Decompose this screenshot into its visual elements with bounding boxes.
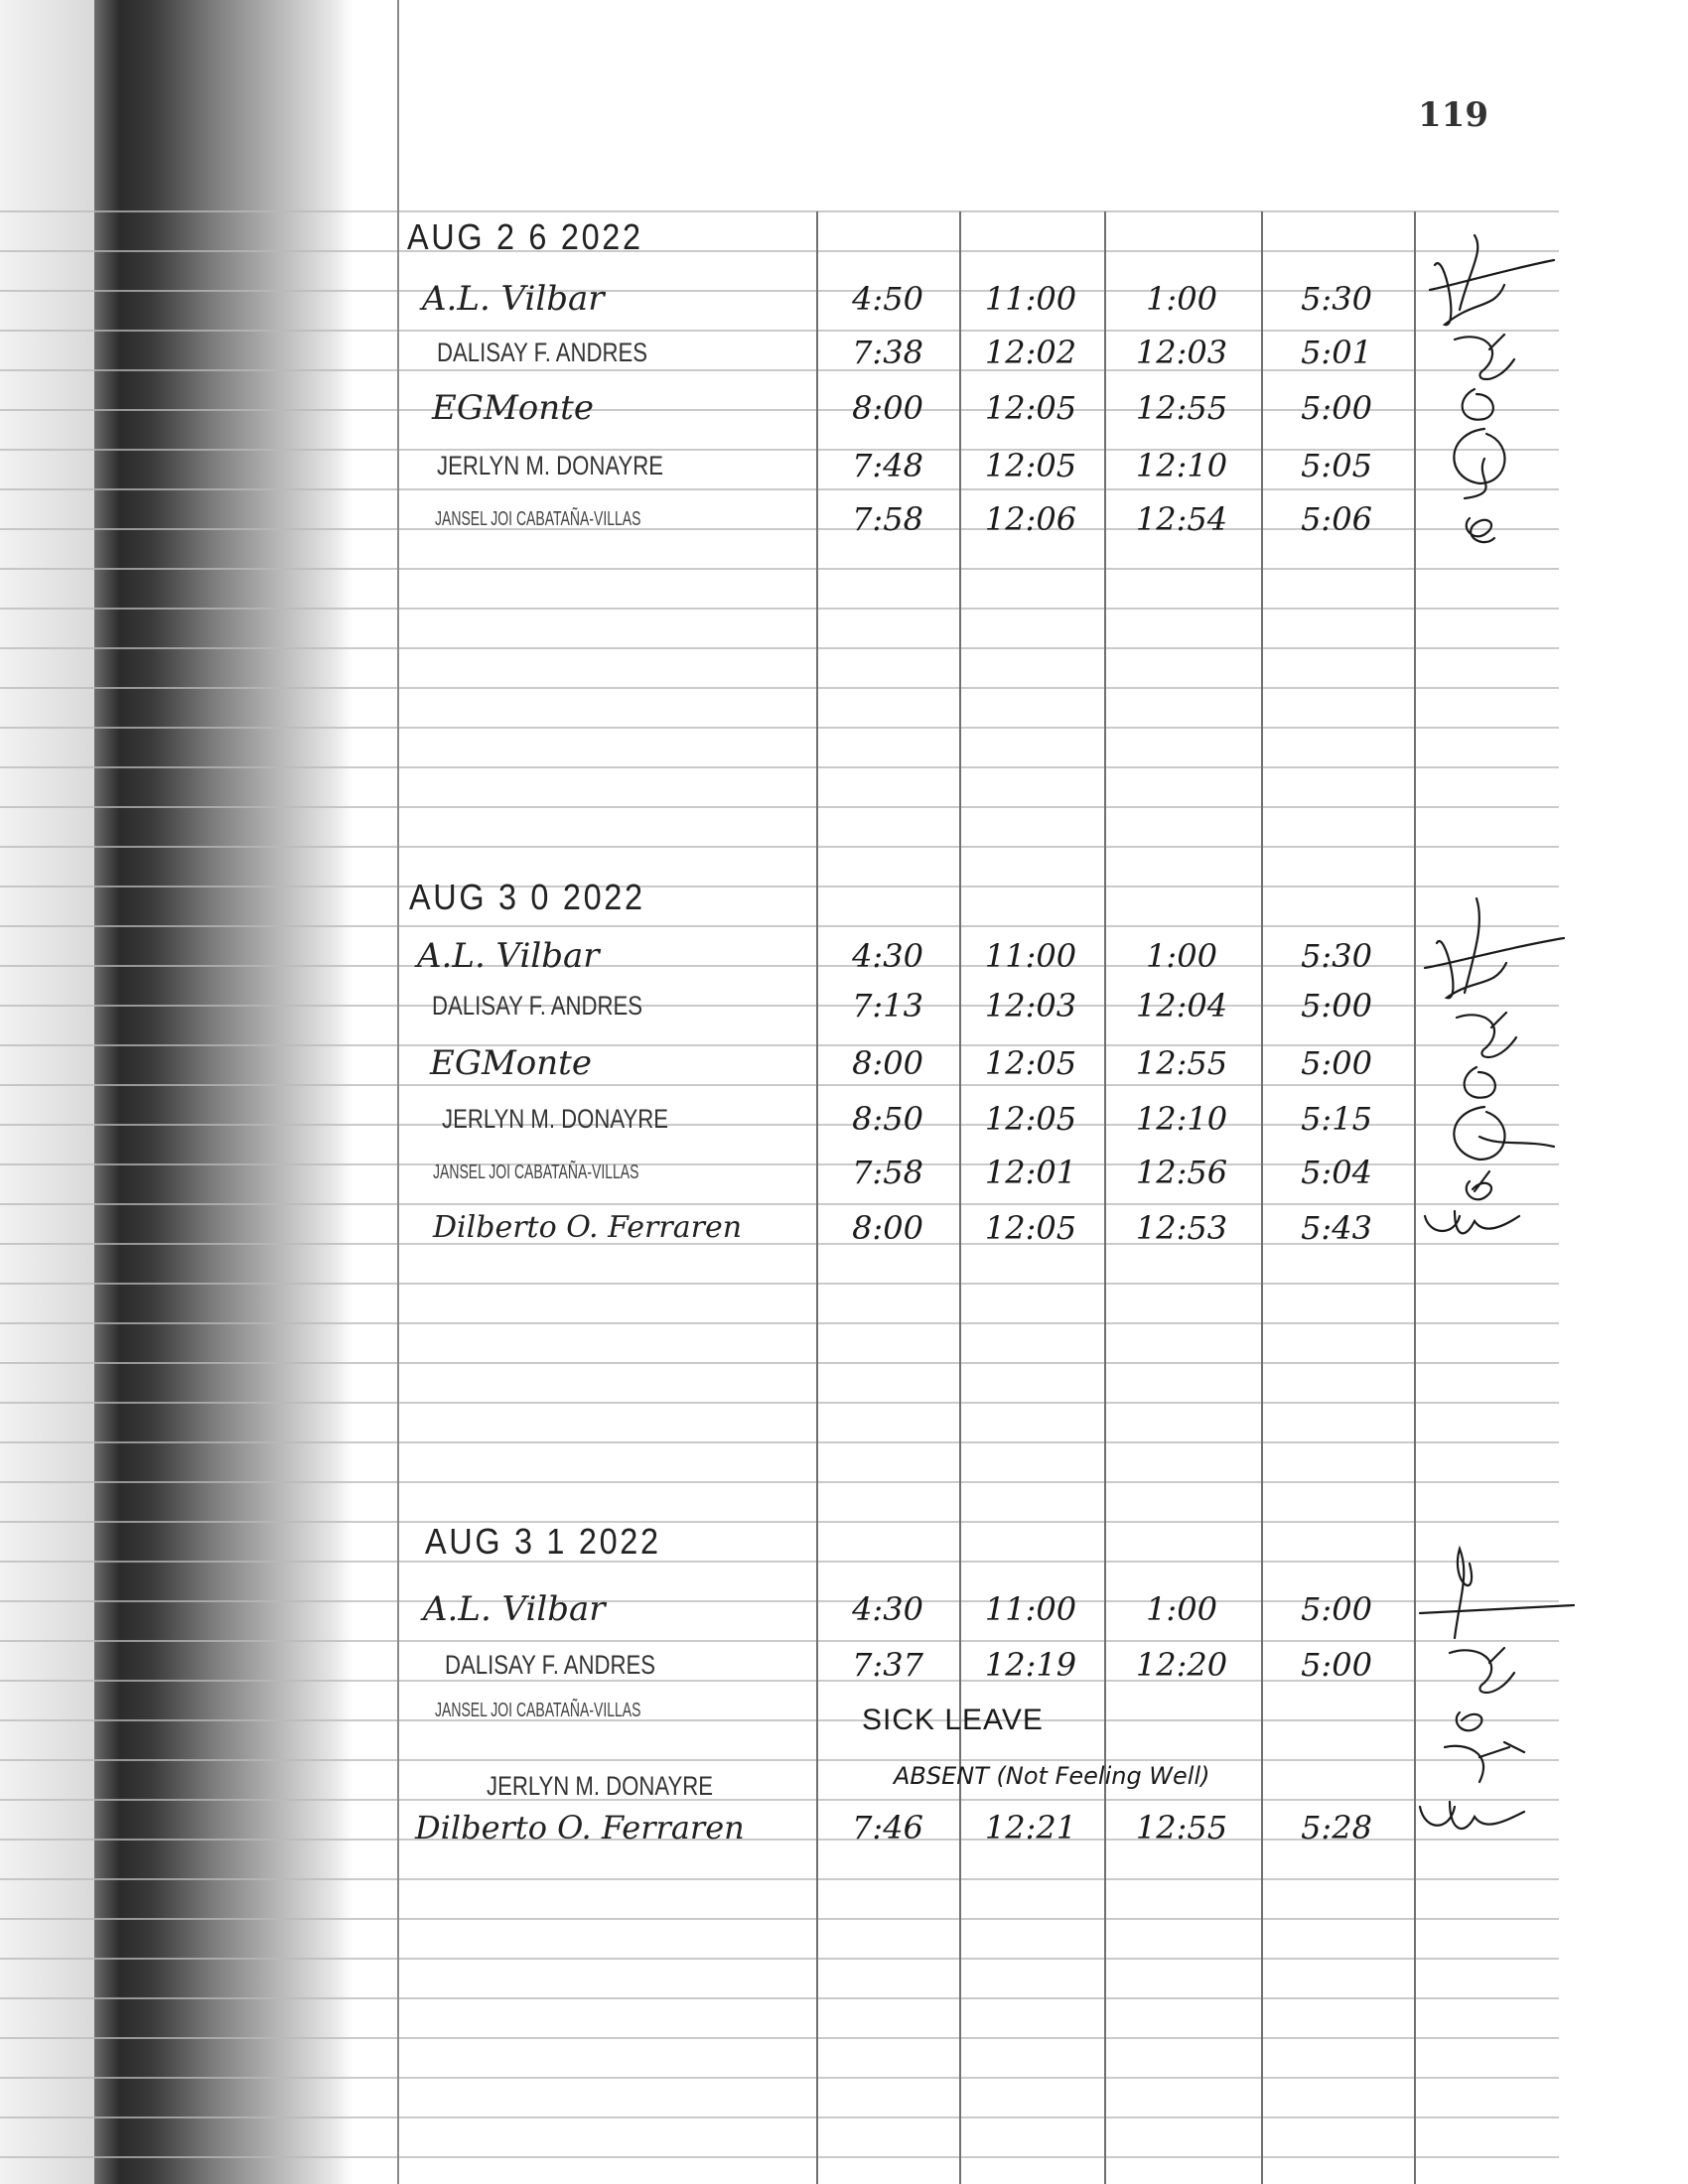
time-out-pm: 5:00 — [1301, 1646, 1372, 1684]
employee-name: Dilberto O. Ferraren — [415, 1809, 745, 1846]
time-in-am: 8:00 — [852, 1044, 923, 1082]
time-out-am: 11:00 — [984, 937, 1077, 975]
time-out-pm: 5:28 — [1301, 1809, 1372, 1846]
time-out-am: 12:05 — [984, 1100, 1077, 1138]
employee-name: EGMonte — [432, 388, 594, 428]
employee-name: DALISAY F. ANDRES — [432, 991, 643, 1021]
signature-column — [1415, 230, 1564, 558]
time-in-am: 8:00 — [852, 389, 923, 427]
signature-column — [1415, 893, 1574, 1251]
date-stamp: AUG 2 6 2022 — [407, 216, 643, 257]
signature — [1430, 235, 1554, 325]
signature — [1465, 1067, 1495, 1098]
time-out-pm: 5:30 — [1301, 937, 1372, 975]
signature — [1463, 389, 1493, 420]
time-out-am: 11:00 — [984, 280, 1077, 318]
employee-name: JANSEL JOI CABATAÑA-VILLAS — [435, 508, 641, 530]
time-out-am: 12:05 — [984, 1209, 1077, 1247]
signature — [1420, 1549, 1574, 1638]
time-out-pm: 5:00 — [1301, 987, 1372, 1024]
employee-name: JERLYN M. DONAYRE — [442, 1104, 668, 1134]
time-in-pm: 12:10 — [1135, 1100, 1228, 1138]
employee-name: JANSEL JOI CABATAÑA-VILLAS — [435, 1700, 641, 1721]
signature — [1454, 1107, 1554, 1160]
time-in-am: 7:48 — [852, 447, 923, 484]
signature — [1445, 1742, 1524, 1782]
time-out-am: 12:19 — [984, 1646, 1077, 1684]
signature — [1420, 1802, 1524, 1829]
time-in-am: 8:50 — [852, 1100, 923, 1138]
time-in-pm: 12:53 — [1135, 1209, 1228, 1247]
time-out-am: 12:05 — [984, 389, 1077, 427]
time-in-am: 7:37 — [852, 1646, 923, 1684]
time-out-am: 12:01 — [984, 1154, 1077, 1191]
time-out-pm: 5:06 — [1301, 500, 1372, 538]
time-in-am: 4:30 — [852, 1590, 923, 1628]
time-in-am: 8:00 — [852, 1209, 923, 1247]
signature-column — [1410, 1544, 1579, 1861]
date-stamp: AUG 3 0 2022 — [409, 877, 645, 917]
time-in-pm: 12:03 — [1135, 334, 1228, 371]
employee-name: EGMonte — [430, 1043, 592, 1083]
signature — [1454, 429, 1504, 498]
time-out-pm: 5:43 — [1301, 1209, 1372, 1247]
time-in-pm: 12:10 — [1135, 447, 1228, 484]
time-out-am: 12:05 — [984, 447, 1077, 484]
signature — [1450, 1648, 1514, 1693]
time-out-am: 12:05 — [984, 1044, 1077, 1082]
signature — [1455, 335, 1514, 379]
signature — [1457, 1013, 1516, 1057]
signature — [1425, 1211, 1519, 1233]
employee-name: A.L. Vilbar — [422, 279, 605, 319]
date-stamp: AUG 3 1 2022 — [425, 1521, 661, 1562]
time-in-pm: 12:55 — [1135, 1044, 1228, 1082]
time-in-pm: 12:55 — [1135, 1809, 1228, 1846]
time-out-pm: 5:05 — [1301, 447, 1372, 484]
time-out-pm: 5:30 — [1301, 280, 1372, 318]
page-number: 119 — [1418, 95, 1488, 135]
signature — [1467, 518, 1494, 542]
time-out-am: 12:21 — [984, 1809, 1077, 1846]
time-in-am: 7:58 — [852, 500, 923, 538]
time-in-am: 4:30 — [852, 937, 923, 975]
time-out-pm: 5:01 — [1301, 334, 1372, 371]
time-out-pm: 5:04 — [1301, 1154, 1372, 1191]
employee-name: DALISAY F. ANDRES — [437, 338, 648, 367]
time-in-pm: 12:20 — [1135, 1646, 1228, 1684]
time-in-pm: 12:55 — [1135, 389, 1228, 427]
employee-name: DALISAY F. ANDRES — [445, 1650, 656, 1680]
time-out-am: 11:00 — [984, 1590, 1077, 1628]
signature — [1425, 898, 1564, 998]
time-out-pm: 5:00 — [1301, 1044, 1372, 1082]
employee-name: JERLYN M. DONAYRE — [437, 451, 663, 480]
time-out-pm: 5:00 — [1301, 1590, 1372, 1628]
absence-note: ABSENT (Not Feeling Well) — [894, 1762, 1210, 1790]
time-out-pm: 5:15 — [1301, 1100, 1372, 1138]
employee-name: JANSEL JOI CABATAÑA-VILLAS — [433, 1161, 639, 1183]
time-in-pm: 1:00 — [1146, 937, 1217, 975]
leave-note: SICK LEAVE — [862, 1704, 1044, 1736]
time-out-am: 12:02 — [984, 334, 1077, 371]
signature — [1467, 1171, 1491, 1199]
time-in-pm: 1:00 — [1146, 1590, 1217, 1628]
time-out-am: 12:03 — [984, 987, 1077, 1024]
time-in-pm: 1:00 — [1146, 280, 1217, 318]
employee-name: A.L. Vilbar — [423, 1589, 606, 1629]
time-in-pm: 12:54 — [1135, 500, 1228, 538]
time-in-am: 7:13 — [852, 987, 923, 1024]
time-in-pm: 12:56 — [1135, 1154, 1228, 1191]
employee-name: JERLYN M. DONAYRE — [487, 1771, 713, 1801]
time-in-pm: 12:04 — [1135, 987, 1228, 1024]
signature — [1457, 1712, 1482, 1730]
employee-name: Dilberto O. Ferraren — [433, 1210, 743, 1245]
margin-line — [397, 0, 399, 2184]
time-in-am: 7:58 — [852, 1154, 923, 1191]
time-in-am: 7:46 — [852, 1809, 923, 1846]
employee-name: A.L. Vilbar — [417, 936, 600, 976]
time-out-pm: 5:00 — [1301, 389, 1372, 427]
time-out-am: 12:06 — [984, 500, 1077, 538]
time-in-am: 7:38 — [852, 334, 923, 371]
time-in-am: 4:50 — [852, 280, 923, 318]
